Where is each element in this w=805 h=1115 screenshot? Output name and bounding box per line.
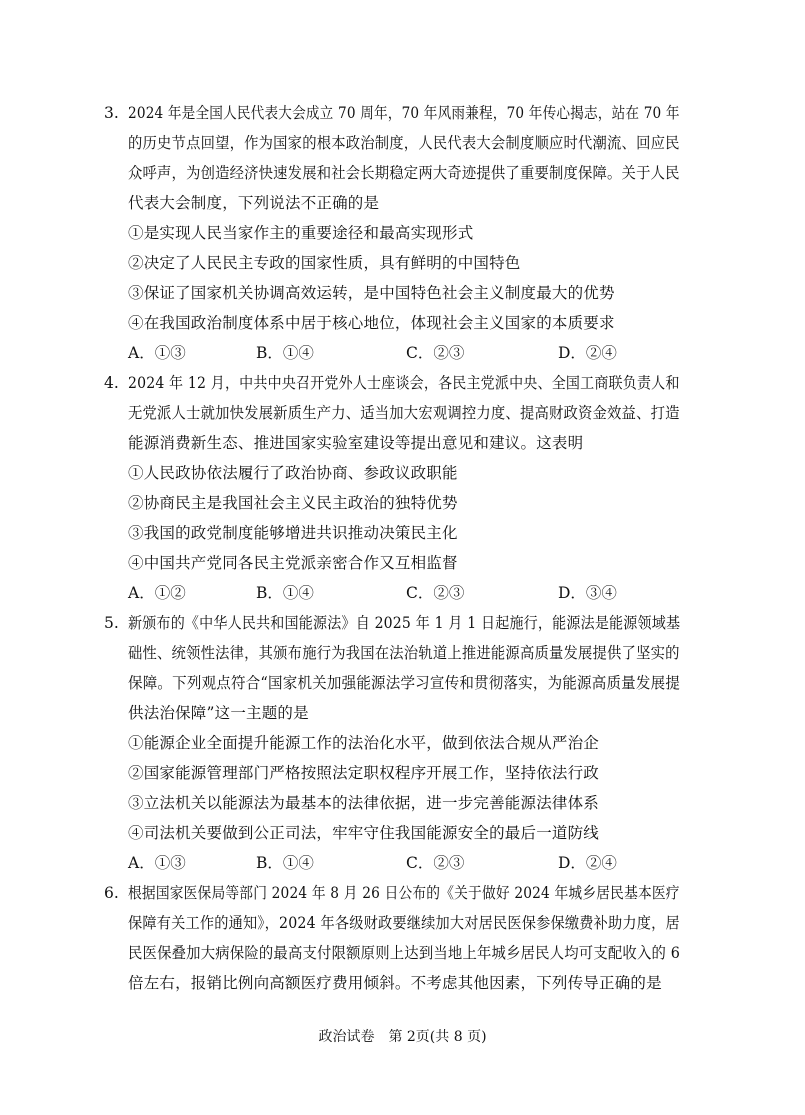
question-stem-line: 2024 年 12 月，中共中央召开党外人士座谈会，各民主党派中央、全国工商联负责人和 [128,374,680,392]
question-number: 4. [104,374,119,392]
question-stem-line: 供法治保障”这一主题的是 [128,704,309,722]
option-a: A．①③ [128,344,186,362]
option-d: D．②④ [558,854,617,872]
statement-3: ③我国的政党制度能够增进共识推动决策民主化 [128,524,458,542]
question-stem-line: 倍左右，报销比例向高额医疗费用倾斜。不考虑其他因素，下列传导正确的是 [128,974,662,992]
option-c: C．②③ [406,344,465,362]
question-number: 6. [104,884,119,902]
option-b: B．①④ [256,344,314,362]
question-stem-line: 保障。下列观点符合“国家机关加强能源法学习宣传和贯彻落实，为能源高质量发展提 [128,674,681,692]
question-stem-line: 础性、统领性法律，其颁布施行为我国在法治轨道上推进能源高质量发展提供了坚实的 [128,644,680,662]
question-stem-line: 能源消费新生态、推进国家实验室建设等提出意见和建议。这表明 [128,434,584,452]
statement-2: ②国家能源管理部门严格按照法定职权程序开展工作，坚持依法行政 [128,764,600,782]
statement-4: ④司法机关要做到公正司法，牢牢守住我国能源安全的最后一道防线 [128,824,600,842]
option-a: A．①③ [128,854,186,872]
statement-1: ①是实现人民当家作主的重要途径和最高实现形式 [128,224,474,242]
option-d: D．②④ [558,344,617,362]
question-stem-line: 的历史节点回望，作为国家的根本政治制度，人民代表大会制度顺应时代潮流、回应民 [128,134,680,152]
question-number: 3. [104,104,119,122]
option-c: C．②③ [406,584,465,602]
statement-2: ②协商民主是我国社会主义民主政治的独特优势 [128,494,458,512]
question-stem-line: 保障有关工作的通知》，2024 年各级财政要继续加大对居民医保参保缴费补助力度，居 [128,914,680,932]
question-number: 5. [104,614,119,632]
statement-3: ③保证了国家机关协调高效运转，是中国特色社会主义制度最大的优势 [128,284,615,302]
statement-1: ①人民政协依法履行了政治协商、参政议政职能 [128,464,458,482]
question-stem-line: 代表大会制度，下列说法不正确的是 [128,194,380,212]
statement-4: ④在我国政治制度体系中居于核心地位，体现社会主义国家的本质要求 [128,314,615,332]
option-a: A．①② [128,584,186,602]
question-stem-line: 2024 年是全国人民代表大会成立 70 周年，70 年风雨兼程，70 年传心揭志，站在 70 年 [128,104,680,122]
statement-2: ②决定了人民民主专政的国家性质，具有鲜明的中国特色 [128,254,521,272]
option-b: B．①④ [256,854,314,872]
question-stem-line: 无党派人士就加快发展新质生产力、适当加大宏观调控力度、提高财政资金效益、打造 [128,404,680,422]
question-stem-line: 根据国家医保局等部门 2024 年 8 月 26 日公布的《关于做好 2024 年城乡居民基本医疗 [128,884,680,902]
option-c: C．②③ [406,854,465,872]
question-stem-line: 新颁布的《中华人民共和国能源法》自 2025 年 1 月 1 日起施行，能源法是能源领域基 [128,614,681,632]
statement-3: ③立法机关以能源法为最基本的法律依据，进一步完善能源法律体系 [128,794,600,812]
statement-4: ④中国共产党同各民主党派亲密合作又互相监督 [128,554,458,572]
option-d: D．③④ [558,584,617,602]
page-footer: 政治试卷 第 2页(共 8 页) [318,1029,487,1045]
option-b: B．①④ [256,584,314,602]
statement-1: ①能源企业全面提升能源工作的法治化水平，做到依法合规从严治企 [128,734,600,752]
question-stem-line: 众呼声，为创造经济快速发展和社会长期稳定两大奇迹提供了重要制度保障。关于人民 [128,164,680,182]
question-stem-line: 民医保叠加大病保险的最高支付限额原则上达到当地上年城乡居民人均可支配收入的 6 [128,944,681,962]
